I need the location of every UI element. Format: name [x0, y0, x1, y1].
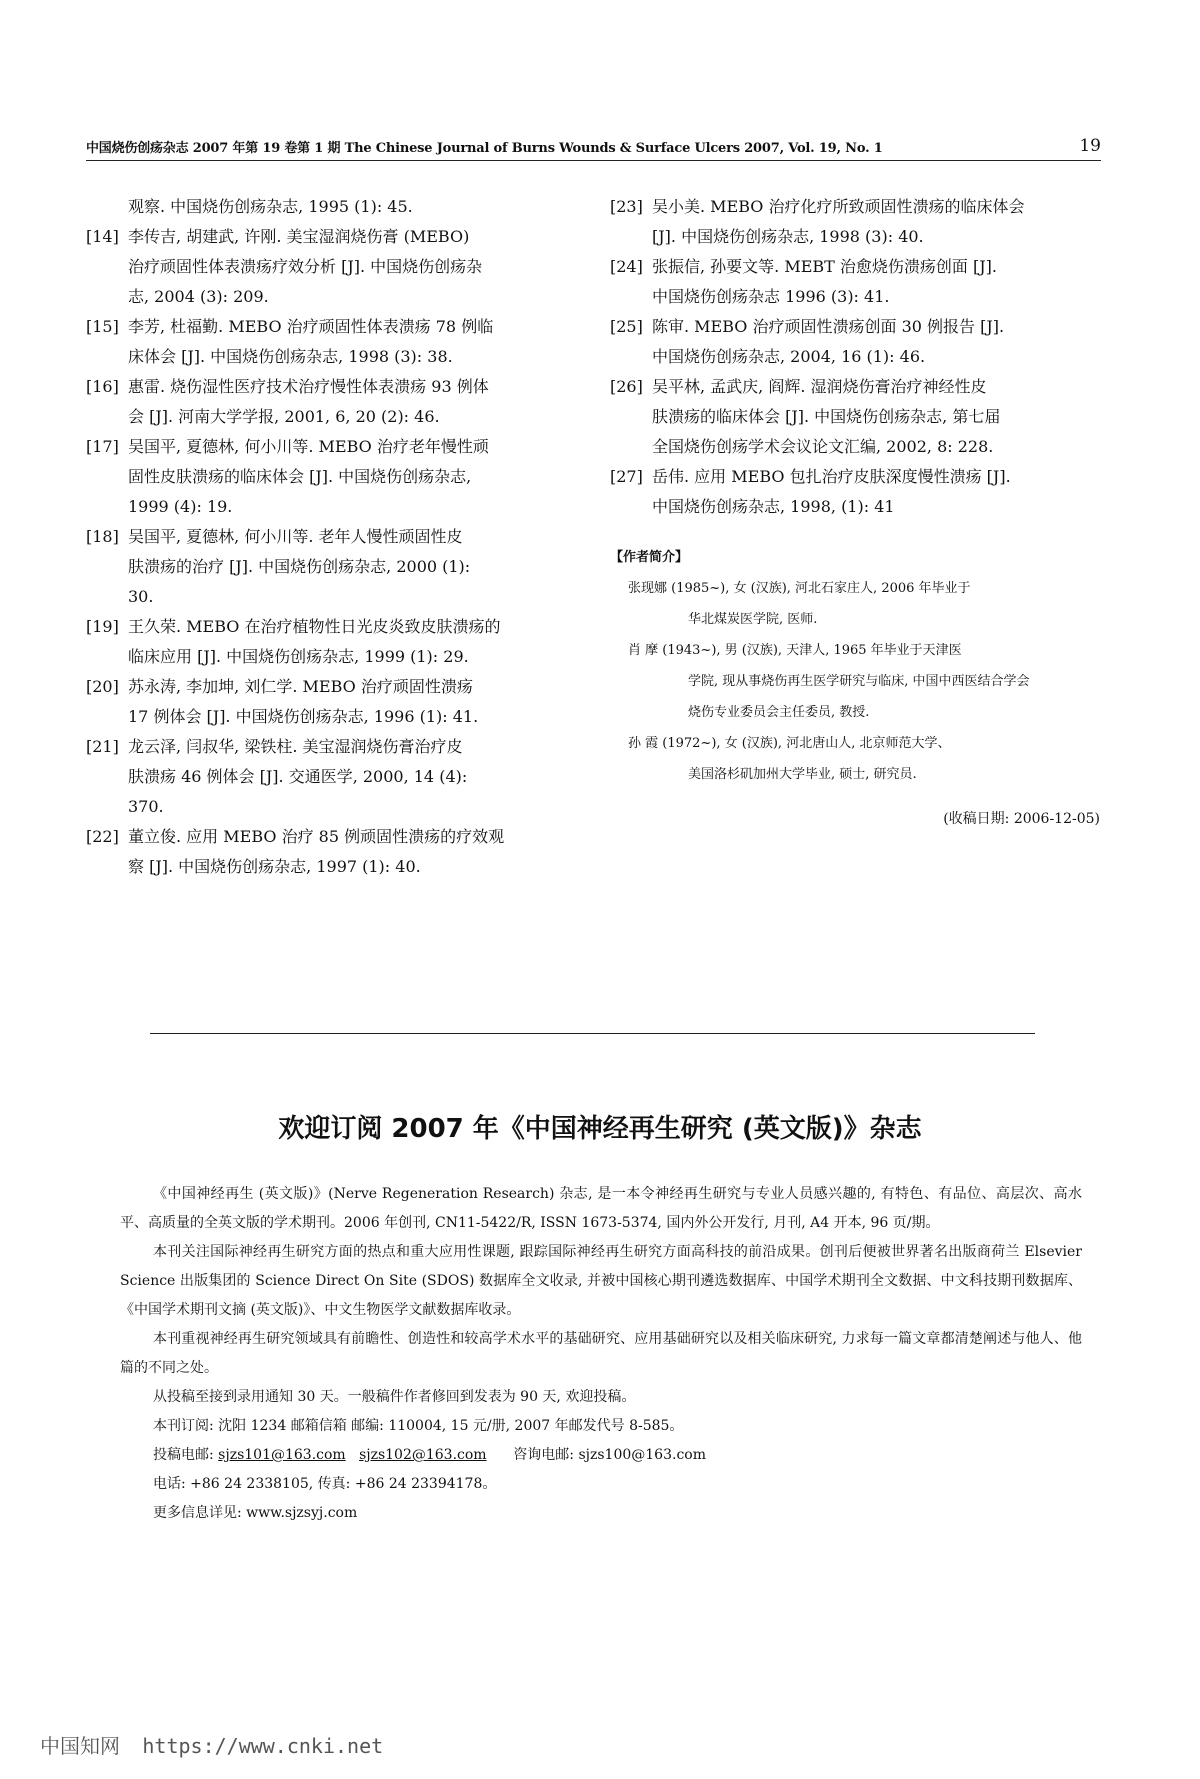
reference-number: [15] [86, 317, 119, 336]
reference-line [610, 222, 1100, 252]
references-left-column [86, 192, 576, 882]
running-header [86, 136, 1101, 161]
ad-more-info: 更多信息详见: www.sjzsyj.com [153, 1505, 358, 1521]
reference-text: [J]. 中国烧伤创疡杂志, 1998 (3): 40. [652, 227, 924, 246]
section-divider [150, 1033, 1035, 1034]
reference-line [610, 342, 1100, 372]
reference-text: 吴国平, 夏德林, 何小川等. MEBO 治疗老年慢性顽 [128, 437, 489, 456]
reference-line [86, 792, 576, 822]
author-entry [610, 635, 1100, 728]
reference-line [610, 192, 1100, 222]
reference-text: 吴小美. MEBO 治疗化疗所致顽固性溃疡的临床体会 [652, 197, 1025, 216]
reference-line [86, 432, 576, 462]
reference-line [610, 432, 1100, 462]
reference-line [86, 642, 576, 672]
reference-text: 全国烧伤创疡学术会议论文汇编, 2002, 8: 228. [652, 437, 994, 456]
email-link-2[interactable]: sjzs102@163.com [359, 1447, 487, 1463]
reference-text: 17 例体会 [J]. 中国烧伤创疡杂志, 1996 (1): 41. [128, 707, 479, 726]
reference-line [86, 732, 576, 762]
received-date: (收稿日期: 2006-12-05) [943, 811, 1100, 827]
reference-text: 370. [128, 797, 164, 816]
author-line: 学院, 现从事烧伤再生医学研究与临床, 中国中西医结合学会 [688, 674, 1030, 689]
author-entry [610, 728, 1100, 790]
author-line: 孙 霞 (1972~), 女 (汉族), 河北唐山人, 北京师范大学、 [628, 736, 951, 751]
reference-text: 察 [J]. 中国烧伤创疡杂志, 1997 (1): 40. [128, 857, 421, 876]
reference-text: 苏永涛, 李加坤, 刘仁学. MEBO 治疗顽固性溃疡 [128, 677, 473, 696]
reference-text: 陈审. MEBO 治疗顽固性溃疡创面 30 例报告 [J]. [652, 317, 1005, 336]
reference-text: 床体会 [J]. 中国烧伤创疡杂志, 1998 (3): 38. [128, 347, 453, 366]
cnki-url[interactable]: https://www.cnki.net [142, 1734, 384, 1758]
ad-paragraph: 本刊重视神经再生研究领域具有前瞻性、创造性和较高学术水平的基础研究、应用基础研究以及相关临床研究, 力求每一篇文章都清楚阐述与他人、他篇的不同之处。 [120, 1331, 1082, 1376]
reference-line [86, 762, 576, 792]
reference-line [610, 492, 1100, 522]
reference-line [86, 462, 576, 492]
reference-number: [18] [86, 527, 119, 546]
reference-text: 李传吉, 胡建武, 许刚. 美宝湿润烧伤膏 (MEBO) [128, 227, 470, 246]
ad-paragraph: 从投稿至接到录用通知 30 天。一般稿件作者修回到发表为 90 天, 欢迎投稿。 [153, 1389, 636, 1405]
cnki-brand: 中国知网 [40, 1734, 120, 1758]
author-info-title: 【作者简介】 [610, 550, 689, 565]
reference-number: [23] [610, 197, 643, 216]
reference-text: 志, 2004 (3): 209. [128, 287, 269, 306]
reference-text: 王久荣. MEBO 在治疗植物性日光皮炎致皮肤溃疡的 [128, 617, 501, 636]
reference-line [86, 342, 576, 372]
reference-line [86, 552, 576, 582]
reference-number [86, 192, 128, 222]
reference-number: [26] [610, 377, 643, 396]
reference-text: 李芳, 杜福勤. MEBO 治疗顽固性体表溃疡 78 例临 [128, 317, 494, 336]
ad-subscribe: 本刊订阅: 沈阳 1234 邮箱信箱 邮编: 110004, 15 元/册, 2007 年邮发代号 8-585。 [153, 1418, 684, 1434]
author-line: 华北煤炭医学院, 医师. [688, 612, 818, 627]
reference-text: 中国烧伤创疡杂志, 1998, (1): 41 [652, 497, 895, 516]
reference-text: 吴平林, 孟武庆, 阎辉. 湿润烧伤膏治疗神经性皮 [652, 377, 987, 396]
reference-number: [27] [610, 467, 643, 486]
reference-line [86, 192, 576, 222]
reference-text: 惠雷. 烧伤湿性医疗技术治疗慢性体表溃疡 93 例体 [128, 377, 489, 396]
ad-body [120, 1180, 1082, 1528]
author-line: 张现娜 (1985~), 女 (汉族), 河北石家庄人, 2006 年毕业于 [628, 581, 971, 596]
email-label: 投稿电邮: [153, 1447, 214, 1463]
reference-number: [17] [86, 437, 119, 456]
journal-header-text: 中国烧伤创疡杂志 2007 年第 19 卷第 1 期 The Chinese Journal of Burns Wounds & Surface Ulcers 2007, Vol. 19, No. 1 [86, 141, 883, 156]
reference-line [86, 612, 576, 642]
reference-line [610, 282, 1100, 312]
reference-line [86, 252, 576, 282]
reference-number: [25] [610, 317, 643, 336]
reference-line [86, 402, 576, 432]
reference-text: 治疗顽固性体表溃疡疗效分析 [J]. 中国烧伤创疡杂 [128, 257, 483, 276]
author-line: 肖 摩 (1943~), 男 (汉族), 天津人, 1965 年毕业于天津医 [628, 643, 962, 658]
page-number: 19 [1079, 136, 1101, 156]
reference-line [86, 372, 576, 402]
consult-email: 咨询电邮: sjzs100@163.com [513, 1447, 706, 1463]
reference-number: [21] [86, 737, 119, 756]
reference-line [610, 372, 1100, 402]
email-link-1[interactable]: sjzs101@163.com [218, 1447, 346, 1463]
reference-number: [20] [86, 677, 119, 696]
reference-line [610, 312, 1100, 342]
reference-text: 1999 (4): 19. [128, 497, 233, 516]
author-entry [610, 573, 1100, 635]
reference-text: 中国烧伤创疡杂志, 2004, 16 (1): 46. [652, 347, 926, 366]
reference-line [86, 312, 576, 342]
reference-line [86, 522, 576, 552]
reference-text: 中国烧伤创疡杂志 1996 (3): 41. [652, 287, 890, 306]
reference-text: 肤溃疡的治疗 [J]. 中国烧伤创疡杂志, 2000 (1): [128, 557, 471, 576]
ad-paragraph: 《中国神经再生 (英文版)》(Nerve Regeneration Research) 杂志, 是一本令神经再生研究与专业人员感兴趣的, 有特色、有品位、高层次、高水平、高质量的全英文版的学术期刊。2006 年创刊, CN11-5422/R, ISSN 1673-5374, 国内外公开发行, 月刊, A4 开本, 96 页/期。 [120, 1186, 1082, 1231]
reference-number: [14] [86, 227, 119, 246]
reference-number: [24] [610, 257, 643, 276]
reference-line [610, 252, 1100, 282]
reference-text: 观察. 中国烧伤创疡杂志, 1995 (1): 45. [128, 197, 413, 216]
watermark-footer [40, 1730, 383, 1759]
reference-text: 董立俊. 应用 MEBO 治疗 85 例顽固性溃疡的疗效观 [128, 827, 505, 846]
reference-text: 30. [128, 587, 154, 606]
author-line: 美国洛杉矶加州大学毕业, 硕士, 研究员. [688, 767, 917, 782]
reference-text: 吴国平, 夏德林, 何小川等. 老年人慢性顽固性皮 [128, 527, 463, 546]
reference-text: 岳伟. 应用 MEBO 包扎治疗皮肤深度慢性溃疡 [J]. [652, 467, 1011, 486]
reference-line [610, 462, 1100, 492]
reference-line [86, 282, 576, 312]
author-info [610, 542, 1100, 790]
reference-text: 固性皮肤溃疡的临床体会 [J]. 中国烧伤创疡杂志, [128, 467, 472, 486]
author-line: 烧伤专业委员会主任委员, 教授. [688, 705, 870, 720]
reference-line [86, 492, 576, 522]
reference-number: [22] [86, 827, 119, 846]
reference-number: [19] [86, 617, 119, 636]
reference-text: 会 [J]. 河南大学学报, 2001, 6, 20 (2): 46. [128, 407, 440, 426]
reference-line [86, 672, 576, 702]
ad-title: 欢迎订阅 2007 年《中国神经再生研究 (英文版)》杂志 [278, 1114, 922, 1144]
reference-number: [16] [86, 377, 119, 396]
reference-text: 龙云泽, 闫叔华, 梁铁柱. 美宝湿润烧伤膏治疗皮 [128, 737, 463, 756]
reference-text: 肤溃疡的临床体会 [J]. 中国烧伤创疡杂志, 第七届 [652, 407, 1001, 426]
reference-line [86, 702, 576, 732]
reference-line [86, 822, 576, 852]
reference-line [86, 582, 576, 612]
ad-email-line [120, 1441, 1082, 1470]
ad-phone: 电话: +86 24 2338105, 传真: +86 24 23394178。 [153, 1476, 497, 1492]
reference-line [86, 852, 576, 882]
reference-text: 临床应用 [J]. 中国烧伤创疡杂志, 1999 (1): 29. [128, 647, 469, 666]
references-right-list [610, 192, 1100, 522]
reference-text: 张振信, 孙要文等. MEBT 治愈烧伤溃疡创面 [J]. [652, 257, 997, 276]
reference-line [610, 402, 1100, 432]
ad-paragraph: 本刊关注国际神经再生研究方面的热点和重大应用性课题, 跟踪国际神经再生研究方面高科技的前沿成果。创刊后便被世界著名出版商荷兰 Elsevier Science 出版集团的 Science Direct On Site (SDOS) 数据库全文收录, 并被中国核心期刊遴选数据库、中国学术期刊全文数据、中文科技期刊数据库、《中国学术期刊文摘 (英文版)》、中文生物医学文献数据库收录。 [120, 1244, 1082, 1318]
reference-line [86, 222, 576, 252]
references-right-column [610, 192, 1100, 834]
reference-text: 肤溃疡 46 例体会 [J]. 交通医学, 2000, 14 (4): [128, 767, 468, 786]
